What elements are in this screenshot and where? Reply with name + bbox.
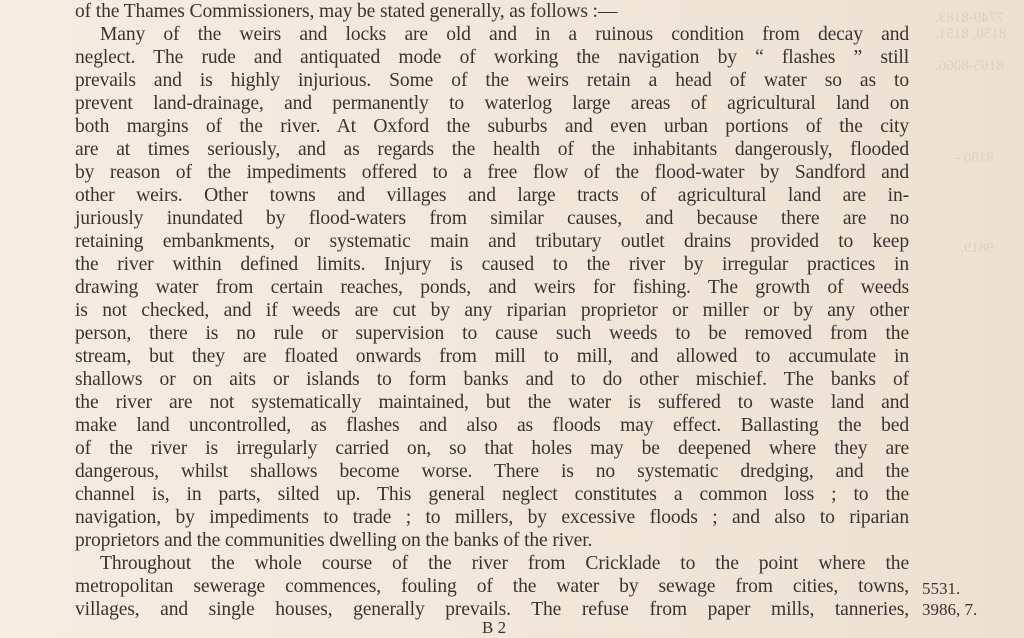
bleed-through-text: 8180 -	[955, 150, 994, 166]
text-line: prevails and is highly injurious. Some of the weirs retain a head of water so as to	[75, 70, 909, 91]
text-line: of the Thames Commissioners, may be stated generally, as follows :—	[75, 1, 618, 22]
text-line: make land uncontrolled, as flashes and also as floods may effect. Ballasting the bed	[75, 415, 909, 436]
margin-note: 3986, 7.	[922, 600, 978, 619]
text-line: neglect. The rude and antiquated mode of working the navigation by “ flashes ” still	[75, 47, 909, 68]
bleed-through-text: 7749-8183.	[935, 10, 1004, 26]
text-line: shallows or on aits or islands to form banks and to do other mischief. The banks of	[75, 369, 909, 390]
text-line: both margins of the river. At Oxford the suburbs and even urban portions of the city	[75, 116, 909, 137]
text-line: is not checked, and if weeds are cut by any riparian proprietor or miller or by any other	[75, 300, 909, 321]
text-line: stream, but they are floated onwards from mill to mill, and allowed to accumulate in	[75, 346, 909, 367]
text-line: prevent land-drainage, and permanently to waterlog large areas of agricultural land on	[75, 93, 909, 114]
text-line: proprietors and the communities dwelling on the banks of the river.	[75, 530, 593, 551]
text-line: the river within defined limits. Injury is caused to the river by irregular practices in	[75, 254, 909, 275]
text-line: by reason of the impediments offered to a free flow of the flood-water by Sandford and	[75, 162, 909, 183]
bleed-through-text: 9819.	[960, 240, 994, 256]
text-line: villages, and single houses, generally prevails. The refuse from paper mills, tanneries,	[75, 599, 909, 620]
text-line: drawing water from certain reaches, ponds, and weirs for fishing. The growth of weeds	[75, 277, 909, 298]
text-line: navigation, by impediments to trade ; to millers, by excessive floods ; and also to riparian	[75, 507, 909, 528]
margin-note: 5531.	[922, 579, 961, 598]
text-line: dangerous, whilst shallows become worse. There is no systematic dredging, and the	[75, 461, 909, 482]
bleed-through-text: 8150, 8151.	[935, 26, 1007, 42]
text-line: are at times seriously, and as regards the health of the inhabitants dangerously, flooded	[75, 139, 909, 160]
text-line: metropolitan sewerage commences, fouling of the water by sewage from cities, towns,	[75, 576, 909, 597]
page-signature: B 2	[482, 618, 507, 637]
text-line: of the river is irregularly carried on, so that holes may be deepened where they are	[75, 438, 909, 459]
text-line: retaining embankments, or systematic main and tributary outlet drains provided to keep	[75, 231, 909, 252]
text-line: other weirs. Other towns and villages and large tracts of agricultural land are in-	[75, 185, 909, 206]
text-line: channel is, in parts, silted up. This general neglect constitutes a common loss ; to the	[75, 484, 909, 505]
text-line: juriously inundated by flood-waters from similar causes, and because there are no	[75, 208, 909, 229]
text-line: person, there is no rule or supervision to cause such weeds to be removed from the	[75, 323, 909, 344]
text-line: Throughout the whole course of the river from Cricklade to the point where the	[100, 553, 909, 574]
text-line: Many of the weirs and locks are old and in a ruinous condition from decay and	[100, 24, 909, 45]
bleed-through-text: 8165-8066.	[935, 58, 1004, 74]
text-line: the river are not systematically maintained, but the water is suffered to waste land and	[75, 392, 909, 413]
